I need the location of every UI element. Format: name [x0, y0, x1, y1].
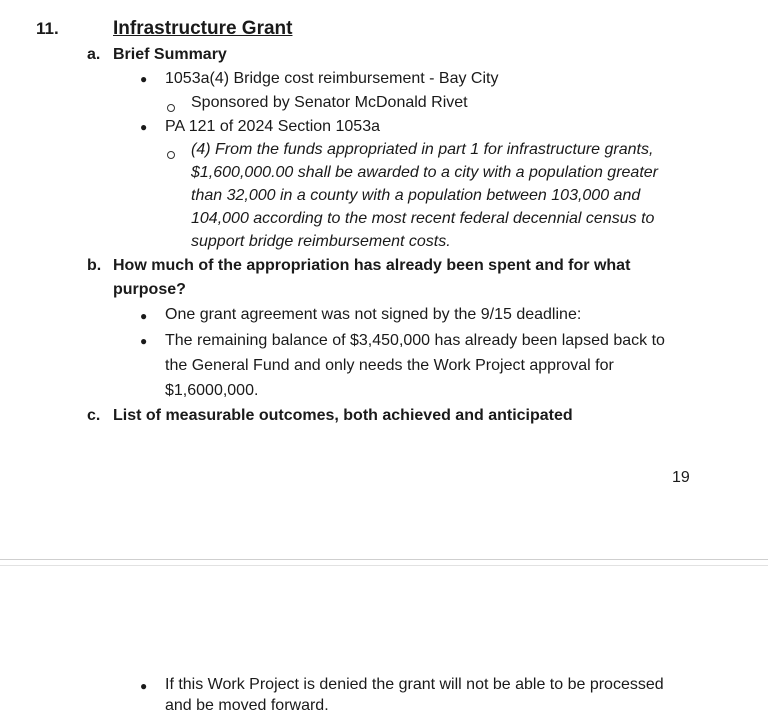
- statute-text-line: $1,600,000.00 shall be awarded to a city with a population greater: [191, 164, 658, 181]
- bullet-icon: ●: [140, 679, 148, 693]
- bullet-icon: ●: [140, 309, 148, 323]
- section-number: 11.: [36, 19, 59, 38]
- subsection-c-letter: c.: [87, 407, 101, 424]
- summary-bullet-2: PA 121 of 2024 Section 1053a: [165, 118, 380, 135]
- subsection-c-heading: List of measurable outcomes, both achieved and anticipated: [113, 407, 573, 424]
- section-title: Infrastructure Grant: [113, 18, 293, 39]
- subsection-b-heading-line: How much of the appropriation has already been spent and for what: [113, 257, 631, 274]
- subsection-a-letter: a.: [87, 46, 101, 63]
- hollow-circle-bullet-icon: [167, 146, 175, 164]
- summary-sub-bullet-1: Sponsored by Senator McDonald Rivet: [191, 94, 468, 111]
- page-break-divider: [0, 565, 768, 566]
- spent-bullet-2-line: $1,6000,000.: [165, 382, 259, 399]
- bullet-icon: ●: [140, 120, 148, 134]
- summary-bullet-1: 1053a(4) Bridge cost reimbursement - Bay City: [165, 70, 499, 87]
- subsection-b-letter: b.: [87, 257, 102, 274]
- page-number: 19: [672, 469, 690, 486]
- bullet-icon: ●: [140, 334, 148, 348]
- statute-text-line: (4) From the funds appropriated in part 1 for infrastructure grants,: [191, 141, 654, 158]
- bullet-icon: ●: [140, 72, 148, 86]
- hollow-circle-bullet-icon: [167, 99, 175, 117]
- next-page-bullet-line: If this Work Project is denied the grant will not be able to be processed: [165, 676, 664, 693]
- spent-bullet-2-line: The remaining balance of $3,450,000 has already been lapsed back to: [165, 332, 665, 349]
- spent-bullet-1: One grant agreement was not signed by the 9/15 deadline:: [165, 306, 582, 323]
- spent-bullet-2-line: the General Fund and only needs the Work Project approval for: [165, 357, 614, 374]
- next-page-bullet-line: and be moved forward.: [165, 697, 329, 714]
- page-break-divider: [0, 559, 768, 560]
- subsection-b-heading-line: purpose?: [113, 281, 186, 298]
- statute-text-line: support bridge reimbursement costs.: [191, 233, 451, 250]
- statute-text-line: than 32,000 in a county with a population between 103,000 and: [191, 187, 641, 204]
- statute-text-line: 104,000 according to the most recent federal decennial census to: [191, 210, 655, 227]
- subsection-a-heading: Brief Summary: [113, 46, 227, 63]
